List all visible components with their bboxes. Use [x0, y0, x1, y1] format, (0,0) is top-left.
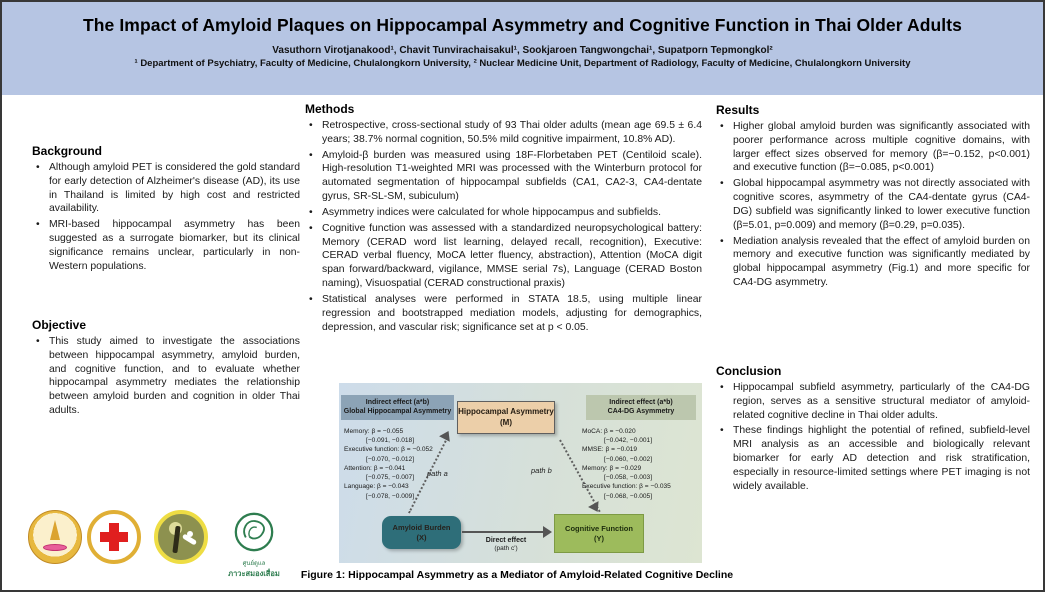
section-conclusion	[716, 364, 1030, 496]
authors-line: Vasuthorn Virotjanakood¹, Chavit Tunvirachaisakul¹, Sookjaroen Tangwongchai¹, Supatporn Tepmongkol²	[272, 45, 773, 56]
cognitive-function-node	[554, 514, 644, 553]
cognitive-label: Cognitive Function	[565, 523, 633, 533]
mediator-label: Hippocampal Asymmetry	[458, 407, 554, 417]
section-methods	[305, 102, 702, 336]
stat-value: MMSE: β = −0.019	[582, 446, 638, 454]
indirect-effect-ca4dg-panel-header	[586, 395, 696, 420]
ca4dg-asymmetry-stats	[582, 427, 702, 501]
methods-bullet: • Retrospective, cross-sectional study of 93 Thai older adults (mean age 69.5 ± 6.4 years; 38.7% normal cognition, 50.5% mild cognitive impairment, 10.8% AD).	[305, 119, 702, 147]
affiliations-line: ¹ Department of Psychiatry, Faculty of Medicine, Chulalongkorn University, ² Nuclear Medicine Unit, Department of Radiology, Faculty of Medicine, Chulalongkorn University	[134, 58, 911, 69]
stat-value: MoCA: β = −0.020	[582, 428, 636, 435]
stat-ci: [−0.068, −0.005]	[604, 492, 653, 500]
mediation-diagram	[339, 383, 702, 563]
indirect-effect-global-panel-header	[341, 395, 454, 420]
background-bullet: • MRI-based hippocampal asymmetry has been suggested as a surrogate biomarker, but its clinical significance remains unclear, particularly in non-Western populations.	[32, 218, 300, 273]
results-bullet: • Global hippocampal asymmetry was not directly associated with cognitive scores, asymmetry of the CA4-dentate gyrus (CA4-DG) subfield was significantly linked to lower executive function (β=5.01, p=0.009) and memory (β=0.29, p=0.035).	[716, 177, 1030, 232]
stat-value: Executive function: β = −0.052	[344, 446, 433, 454]
stat-ci: [−0.060, −0.002]	[604, 455, 653, 463]
panel-header-line: Global Hippocampal Asymmetry	[343, 408, 452, 416]
panel-header-line: CA4-DG Asymmetry	[607, 408, 675, 416]
methods-bullet: • Cognitive function was assessed with a standardized neuropsychological battery: Memory (CERAD word list learning, delayed recall, recognition), Executive: CERAD verbal fluency, MoCA letter fluency, abstraction), Attention (MoCA digit span forward/backward, vigilance, MMSE serial 7s), Language (CERAD Boston naming), Visuospatial (CERAD constructional praxis)	[305, 222, 702, 291]
dementia-care-center-logo	[221, 510, 287, 580]
section-objective	[32, 318, 300, 420]
stat-value: Executive function: β = −0.035	[582, 483, 671, 491]
amyloid-burden-node	[382, 516, 461, 549]
path-b-label: path b	[531, 466, 552, 475]
path-b-arrowhead-icon	[588, 501, 603, 515]
background-bullet: • Although amyloid PET is considered the gold standard for early detection of Alzheimer's disease (AD), its use in Thailand is limited by high cost and restricted availability.	[32, 161, 300, 216]
direct-effect-text: Direct effect	[485, 537, 527, 544]
direct-effect-arrow	[462, 531, 546, 533]
thai-red-cross-seal-icon	[87, 510, 141, 564]
red-cross-icon	[100, 532, 128, 542]
poster-title: The Impact of Amyloid Plaques on Hippocampal Asymmetry and Cognitive Function in Thai Older Adults	[82, 15, 963, 35]
conclusion-heading: Conclusion	[716, 364, 782, 378]
cognitive-sublabel: (Y)	[594, 533, 604, 543]
section-background	[32, 144, 300, 276]
logo-row	[28, 510, 287, 580]
dementia-center-text: ศูนย์ดูแล	[242, 561, 266, 567]
stat-ci: [−0.042, −0.001]	[604, 437, 653, 445]
results-bullet: • Mediation analysis revealed that the effect of amyloid burden on memory and executive function was significantly mediated by global hippocampal asymmetry (Fig.1) and more specific for CA4-DG asymmetry.	[716, 235, 1030, 290]
objective-heading: Objective	[32, 318, 87, 332]
figure-caption: Figure 1: Hippocampal Asymmetry as a Mediator of Amyloid-Related Cognitive Decline	[300, 569, 734, 581]
global-asymmetry-stats	[344, 427, 472, 501]
direct-effect-subtext: (path c')	[494, 545, 518, 553]
amyloid-label: Amyloid Burden	[392, 522, 451, 532]
mediator-node	[457, 401, 555, 434]
stat-value: Memory: β = −0.029	[582, 464, 642, 472]
panel-header-line: Indirect effect (a*b)	[609, 399, 673, 406]
methods-bullet: • Amyloid-β burden was measured using 18F-Florbetaben PET (Centiloid scale). High-resolution T1-weighted MRI was processed with the Winterburn protocol for automated segmentation of hippocampal subfields (CA1, CA2-3, CA4-dentate gyrus, SR-SL-SM, subiculum)	[305, 149, 702, 204]
conclusion-bullet: • Hippocampal subfield asymmetry, particularly of the CA4-DG region, serves as a sensitive structural mediator of amyloid-related cognitive decline in Thai older adults.	[716, 381, 1030, 422]
stat-ci: [−0.070, −0.012]	[366, 455, 415, 463]
panel-header-line: Indirect effect (a*b)	[365, 399, 430, 406]
methods-bullet: • Statistical analyses were performed in STATA 18.5, using multiple linear regression and bootstrapped mediation models, adjusting for demographics, depression, and vascular risk; significance set at p < 0.05.	[305, 293, 702, 334]
objective-bullet: • This study aimed to investigate the associations between hippocampal asymmetry, amyloid burden, and cognitive function, and to evaluate whether hippocampal asymmetry mediates the relationship between amyloid burden and cognition in older Thai adults.	[32, 335, 300, 418]
section-results	[716, 103, 1030, 292]
chulalongkorn-university-seal-icon	[28, 510, 82, 564]
mediator-sublabel: (M)	[500, 417, 512, 427]
stat-ci: [−0.078, −0.009]	[366, 492, 415, 500]
results-bullet: • Higher global amyloid burden was significantly associated with poorer performance across multiple cognitive domains, with larger effect sizes observed for memory (β=−0.152, p<0.001) and executive function (β=−0.085, p<0.001)	[716, 120, 1030, 175]
conclusion-bullet: • These findings highlight the potential of refined, subfield-level MRI analysis as an accessible and biologically relevant biomarker for early AD detection and risk stratification, especially in resource-limited settings where PET imaging is not widely available.	[716, 424, 1030, 493]
path-a-label: path a	[427, 469, 448, 478]
results-heading: Results	[716, 103, 760, 117]
phra-kiao-emblem-icon	[50, 520, 60, 540]
stat-value: Memory: β = −0.055	[344, 428, 404, 435]
background-heading: Background	[32, 144, 103, 158]
stat-ci: [−0.058, −0.003]	[604, 474, 653, 482]
poster-header	[2, 2, 1043, 95]
stat-value: Language: β = −0.043	[344, 483, 409, 491]
stat-value: Attention: β = −0.041	[344, 464, 406, 472]
stat-ci: [−0.075, −0.007]	[366, 474, 415, 482]
stat-ci: [−0.091, −0.018]	[366, 437, 415, 445]
foundation-seal-icon	[154, 510, 208, 564]
dementia-center-text: ภาวะสมองเสื่อม	[228, 569, 280, 578]
emblem-base-icon	[43, 544, 67, 551]
methods-bullet: • Asymmetry indices were calculated for whole hippocampus and subfields.	[305, 206, 702, 220]
direct-effect-label	[467, 536, 545, 554]
brain-doodle-icon	[234, 512, 274, 552]
methods-heading: Methods	[305, 102, 355, 116]
amyloid-sublabel: (X)	[416, 532, 427, 542]
